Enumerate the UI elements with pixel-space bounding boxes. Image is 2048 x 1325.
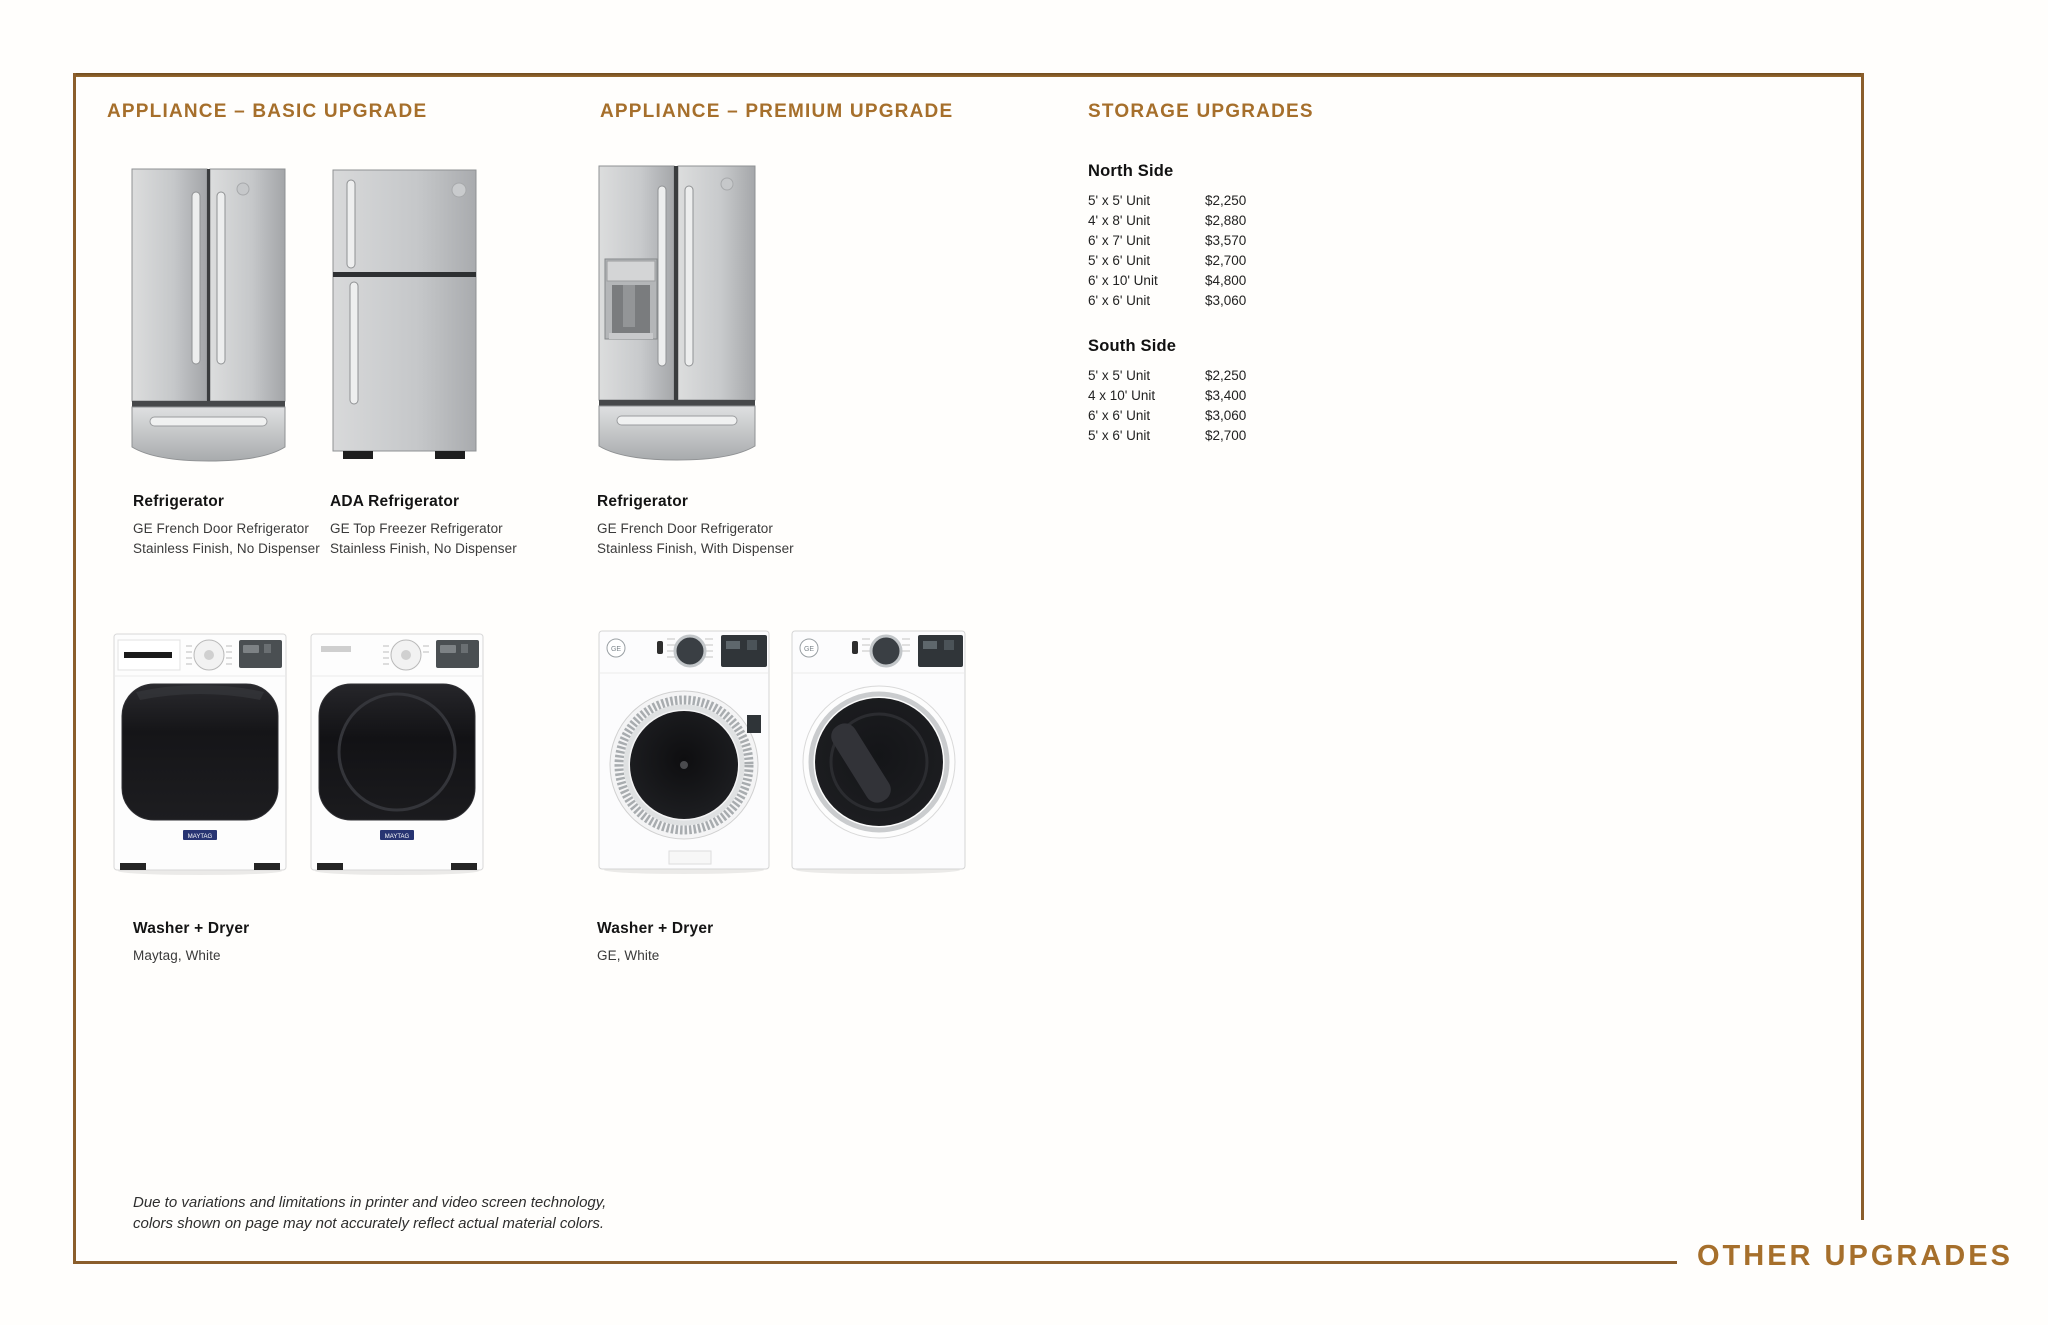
storage-rows xyxy=(1088,191,1358,311)
color-disclaimer: Due to variations and limitations in printer and video screen technology, colors shown on page may not accurately reflect actual material colors. xyxy=(133,1194,607,1232)
storage-row: 5' x 6' Unit $2,700 xyxy=(1088,428,1247,443)
item-name: ADA Refrigerator xyxy=(330,493,460,510)
storage-rows xyxy=(1088,366,1358,446)
frame-border-left xyxy=(73,73,76,1264)
basic-washer-dryer-label xyxy=(133,920,249,966)
item-description: GE, White xyxy=(597,948,660,963)
item-description: GE French Door Refrigerator Stainless Finish, No Dispenser xyxy=(133,521,320,556)
storage-row: 5' x 6' Unit $2,700 xyxy=(1088,253,1247,268)
storage-row: 6' x 7' Unit $3,570 xyxy=(1088,233,1247,248)
storage-row: 4' x 8' Unit $2,880 xyxy=(1088,213,1247,228)
maytag-dryer-image xyxy=(309,632,485,875)
storage-row: 4 x 10' Unit $3,400 xyxy=(1088,388,1247,403)
item-name: Washer + Dryer xyxy=(597,920,714,937)
storage-row: 5' x 5' Unit $2,250 xyxy=(1088,193,1247,208)
storage-group-title: South Side xyxy=(1088,337,1177,355)
frame-border-top xyxy=(73,73,1864,77)
svg-text:GE: GE xyxy=(610,646,622,653)
storage-group-title: North Side xyxy=(1088,162,1174,180)
frame-border-right xyxy=(1861,73,1864,1220)
premium-refrigerator-label xyxy=(597,493,794,559)
french-door-refrigerator-dispenser-image xyxy=(597,164,757,462)
item-description: GE Top Freezer Refrigerator Stainless Finish, No Dispenser xyxy=(330,521,517,556)
ge-washer-image xyxy=(597,629,771,874)
svg-text:GE: GE xyxy=(803,646,815,653)
item-description: Maytag, White xyxy=(133,948,221,963)
svg-text:MAYTAG: MAYTAG xyxy=(384,834,410,840)
item-name: Refrigerator xyxy=(597,493,689,510)
section-title-basic-upgrade: APPLIANCE – BASIC UPGRADE xyxy=(107,101,428,122)
section-title-premium-upgrade: APPLIANCE – PREMIUM UPGRADE xyxy=(600,101,954,122)
storage-row: 6' x 6' Unit $3,060 xyxy=(1088,408,1247,423)
item-name: Washer + Dryer xyxy=(133,920,250,937)
maytag-washer-image xyxy=(112,632,288,875)
storage-group-north-side xyxy=(1088,162,1358,311)
section-title-storage-upgrades: STORAGE UPGRADES xyxy=(1088,101,1314,122)
page-title-other-upgrades: OTHER UPGRADES xyxy=(1697,1240,2013,1272)
french-door-refrigerator-image xyxy=(130,167,287,463)
storage-row: 5' x 5' Unit $2,250 xyxy=(1088,368,1247,383)
svg-text:MAYTAG: MAYTAG xyxy=(187,834,213,840)
basic-ada-refrigerator-label xyxy=(330,493,517,559)
frame-border-bottom xyxy=(73,1261,1677,1264)
basic-refrigerator-label xyxy=(133,493,320,559)
item-description: GE French Door Refrigerator Stainless Finish, With Dispenser xyxy=(597,521,794,556)
top-freezer-refrigerator-image xyxy=(331,166,478,461)
ge-dryer-image xyxy=(790,629,967,874)
storage-row: 6' x 10' Unit $4,800 xyxy=(1088,273,1247,288)
storage-row: 6' x 6' Unit $3,060 xyxy=(1088,293,1247,308)
premium-washer-dryer-label xyxy=(597,920,713,966)
storage-group-south-side xyxy=(1088,337,1358,446)
item-name: Refrigerator xyxy=(133,493,225,510)
